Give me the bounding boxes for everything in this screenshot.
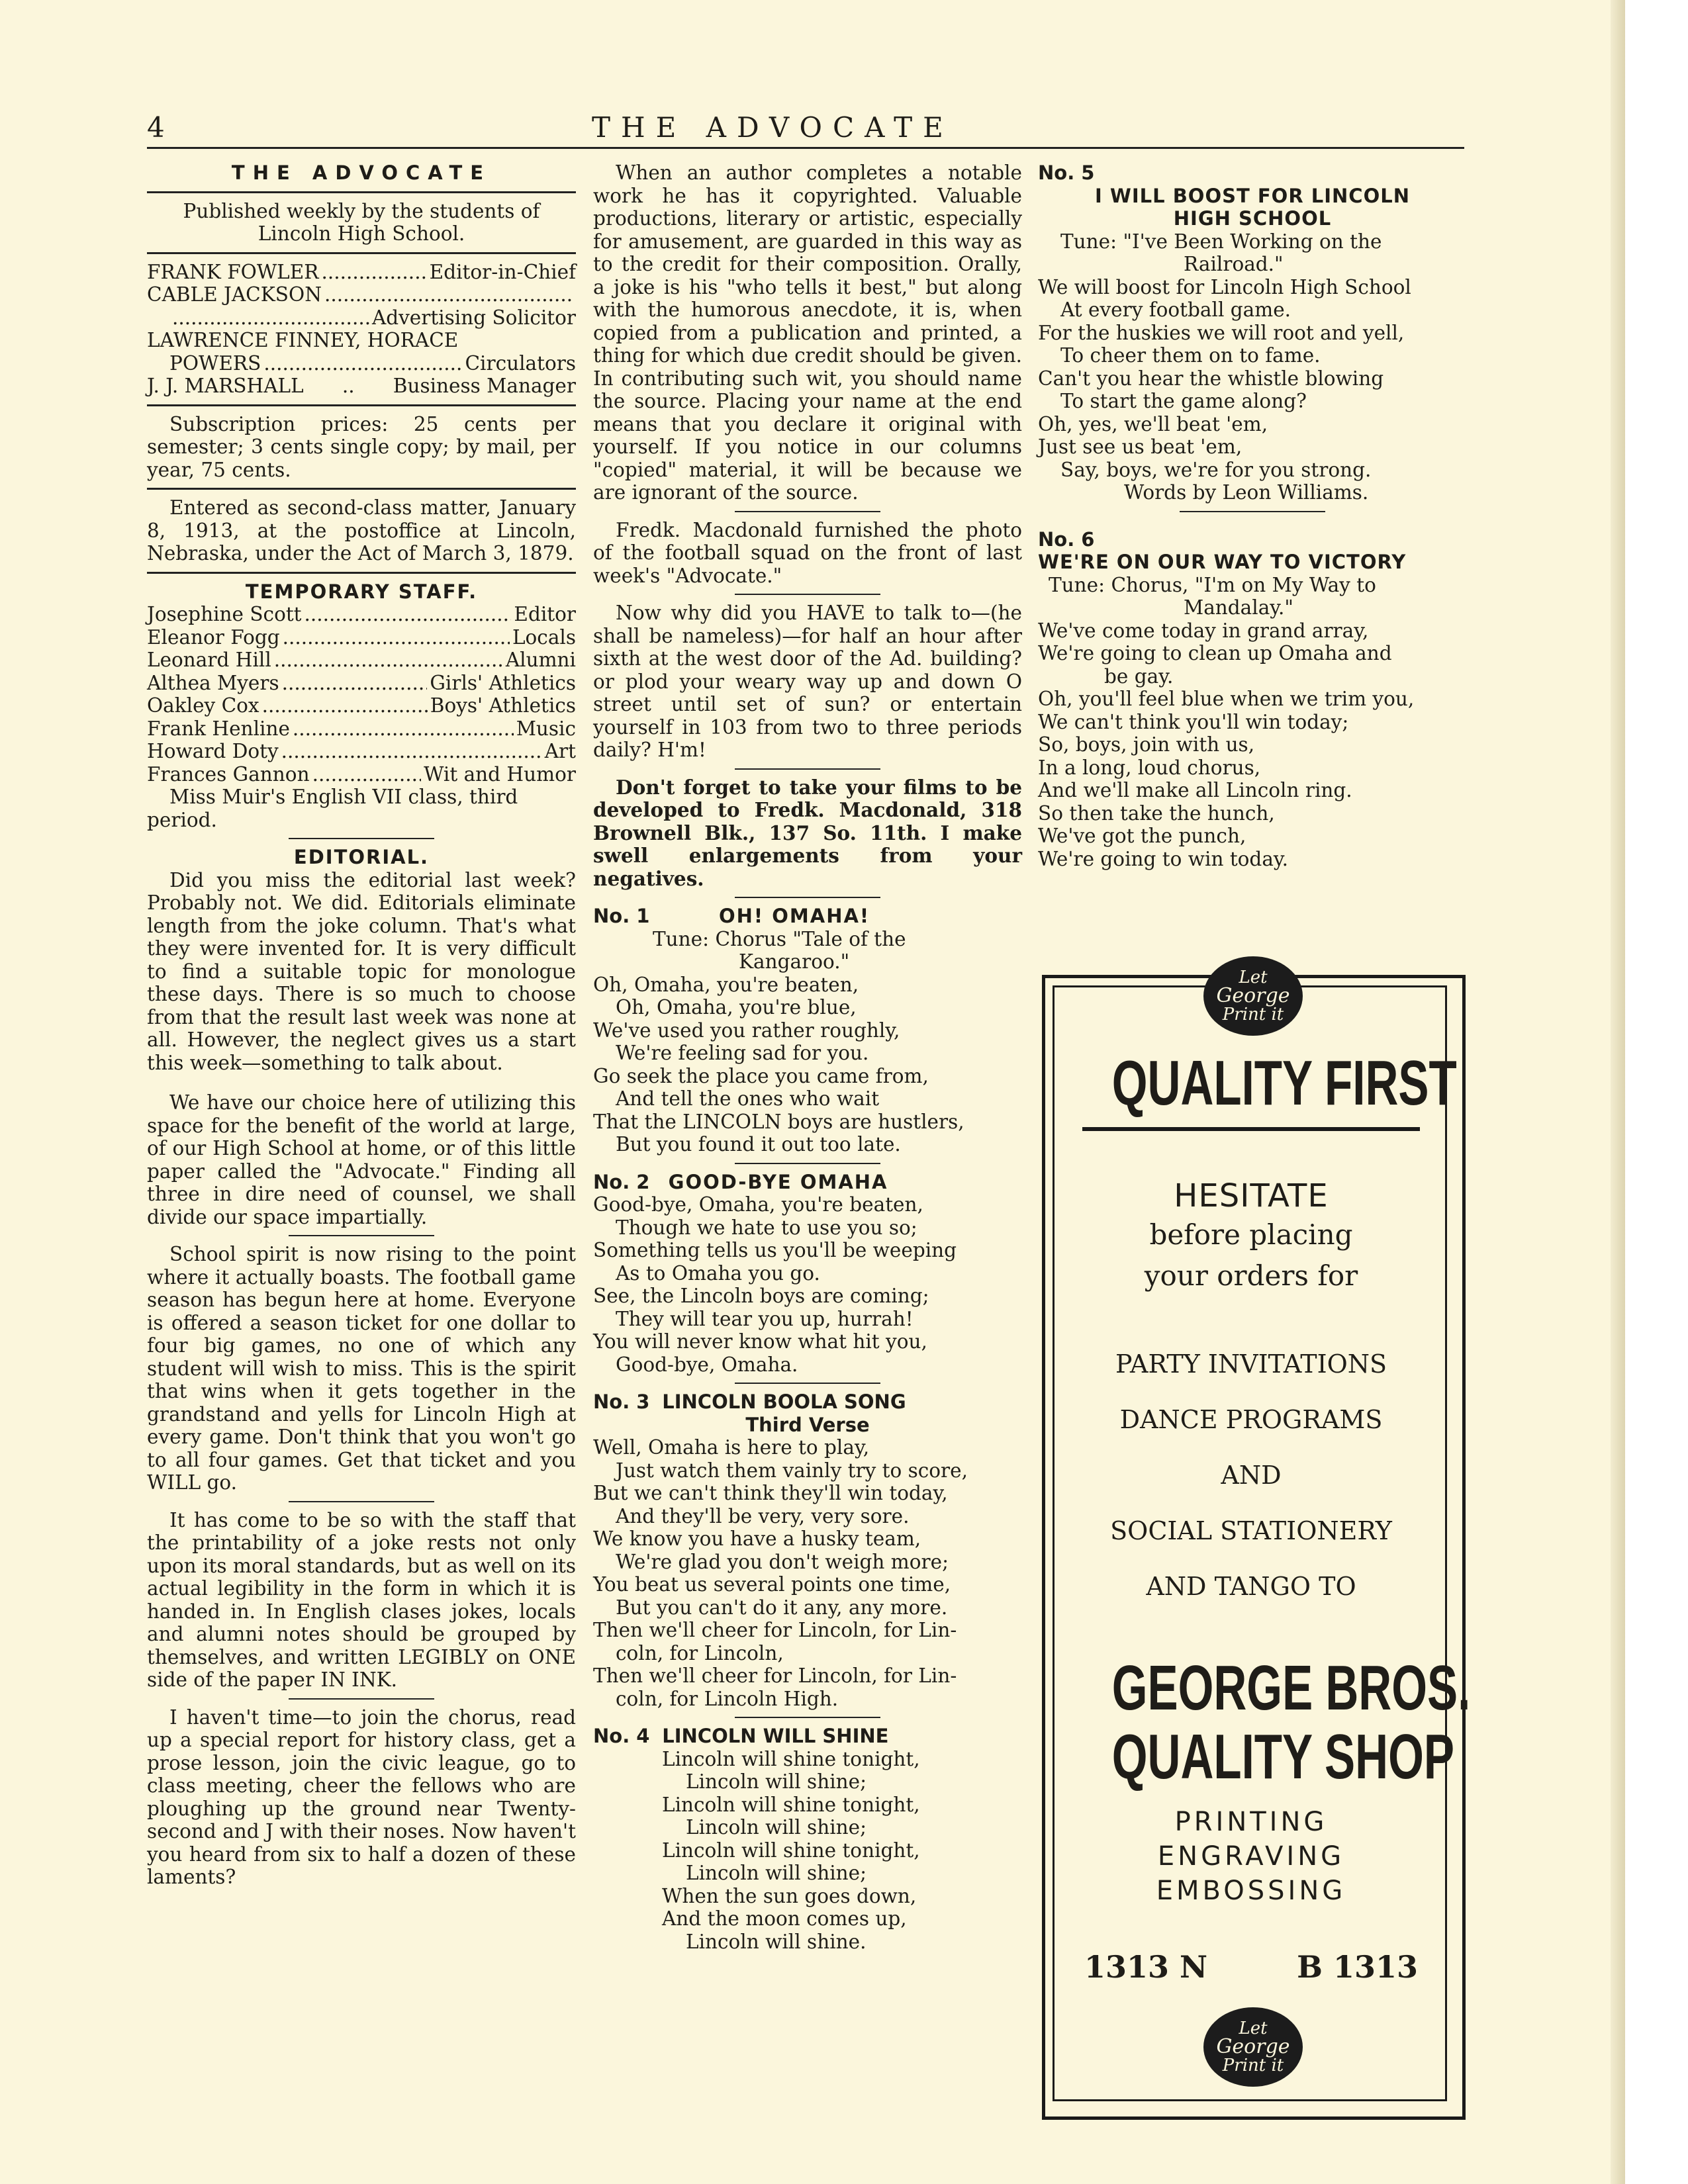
song-tune: Tune: "I've Been Working on the xyxy=(1060,230,1382,253)
song-number: No. 1 xyxy=(593,905,650,927)
song-line: Lincoln will shine; xyxy=(686,1862,867,1884)
ad-item: AND xyxy=(1221,1461,1282,1490)
phone-number: 1313 N xyxy=(1084,1949,1208,1985)
divider xyxy=(289,1698,434,1700)
song-line: As to Omaha you go. xyxy=(616,1261,820,1285)
song-line: Well, Omaha is here to play, xyxy=(593,1436,870,1459)
song-line: We've come today in grand array, xyxy=(1038,619,1369,642)
divider xyxy=(147,252,576,254)
song-line: So then take the hunch, xyxy=(1038,801,1275,825)
staff-row: CABLE JACKSON ..... xyxy=(147,283,576,306)
song-line: We're going to clean up Omaha and xyxy=(1038,642,1392,664)
song-subtitle: Third Verse xyxy=(745,1413,870,1436)
song-number: No. 4 xyxy=(593,1725,650,1747)
song-line: Go seek the place you came from, xyxy=(593,1064,929,1087)
song-line: Oh, Omaha, you're blue, xyxy=(616,996,857,1019)
song-line: And they'll be very, very sore. xyxy=(616,1504,910,1527)
song-line: We've got the punch, xyxy=(1038,825,1246,847)
song-line: Can't you hear the whistle blowing xyxy=(1038,367,1384,390)
editorial-heading: EDITORIAL. xyxy=(293,846,430,868)
copyright-paragraph: When an author completes a notable work he has it copyrighted. Valuable productions, literary or artistic, especially for amusement, are guarded in this way as to the credit for their composition. Orally, a joke is his "who tells it best," but along with the humorous anecdote, it is, when copied from a publication and printed, a thing for which due credit should be given. In contributing such wit, you should name the source. Placing your name at the end means that you declare it original with yourself. If you notice in our columns "copied" material, it will be because we are ignorant of the source. xyxy=(593,161,1022,504)
song-credit: Words by Leon Williams. xyxy=(1124,481,1369,504)
divider xyxy=(735,1717,880,1718)
column-3 xyxy=(1038,161,1467,870)
song-line: Lincoln will shine tonight, xyxy=(662,1793,920,1816)
song-line: Say, boys, we're for you strong. xyxy=(1060,458,1372,481)
song-5 xyxy=(1038,161,1467,504)
divider xyxy=(147,404,576,406)
song-line: We're glad you don't weigh more; xyxy=(616,1550,949,1573)
song-line: Lincoln will shine; xyxy=(686,1816,867,1839)
song-title: OH! OMAHA! xyxy=(719,905,870,927)
divider xyxy=(735,1163,880,1164)
song-line: For the huskies we will root and yell, xyxy=(1038,321,1405,344)
page-edge-shadow xyxy=(1611,0,1625,2184)
song-line: Oh, you'll feel blue when we trim you, xyxy=(1038,688,1415,710)
song-line: When the sun goes down, xyxy=(662,1884,917,1907)
song-tune: Tune: Chorus, "I'm on My Way to xyxy=(1049,573,1376,596)
staff-row: Althea Myers ..... Girls' Athletics xyxy=(147,672,576,695)
ad-headline: QUALITY FIRST xyxy=(1111,1048,1457,1118)
page-header xyxy=(147,111,1464,148)
ad-item: AND TANGO TO xyxy=(1146,1572,1356,1601)
song-line: We're feeling sad for you. xyxy=(616,1042,869,1064)
song-tune: Railroad." xyxy=(1184,253,1284,275)
song-line: be gay. xyxy=(1104,664,1174,688)
song-title: WE'RE ON OUR WAY TO VICTORY xyxy=(1038,551,1407,573)
song-line: Good-bye, Omaha, you're beaten, xyxy=(593,1193,923,1216)
song-line: You beat us several points one time, xyxy=(593,1573,951,1596)
divider xyxy=(1180,511,1325,512)
page-edge xyxy=(1625,0,1688,2184)
song-line: Oh, Omaha, you're beaten, xyxy=(593,973,859,996)
song-line: And we'll make all Lincoln ring. xyxy=(1038,779,1352,801)
staff-row: Josephine Scott ..... Editor xyxy=(147,603,576,626)
why-paragraph: Now why did you HAVE to talk to—(he shall be nameless)—for half an hour after sixth at the west door of the Ad. building? or plod your weary way up and down O street until set of sun? or entertain yourself in 103 from two to three periods daily? H'm! xyxy=(593,602,1022,761)
song-title: HIGH SCHOOL xyxy=(1173,207,1332,230)
divider xyxy=(735,897,880,898)
ad-service: PRINTING xyxy=(1174,1807,1328,1837)
staff-row: Frank Henline ..... Music xyxy=(147,717,576,741)
song-line: At every football game. xyxy=(1060,298,1291,321)
divider xyxy=(147,572,576,574)
editorial-paragraph: School spirit is now rising to the point where it actually boasts. The football game season has begun here at home. Everyone is offered a season ticket for one dollar to four big games, no one of which any student will wish to miss. This is the spirit that wins when it gets together in the grandstand and yells for Lincoln High at every game. Don't think that you won't go to all four games. Get that ticket and you WILL go. xyxy=(147,1243,576,1494)
song-tune: Mandalay." xyxy=(1184,596,1293,619)
temporary-staff-list xyxy=(147,603,576,786)
song-line: Lincoln will shine tonight, xyxy=(662,1839,920,1862)
ad-subline: before placing xyxy=(1149,1218,1353,1251)
song-line: Something tells us you'll be weeping xyxy=(593,1239,957,1261)
staff-row: LAWRENCE FINNEY, HORACE xyxy=(147,329,459,351)
song-number: No. 2 xyxy=(593,1170,650,1193)
song-4 xyxy=(593,1725,1022,1953)
song-line: So, boys, join with us, xyxy=(1038,733,1255,756)
song-line: We know you have a husky team, xyxy=(593,1527,921,1550)
ad-subline: your orders for xyxy=(1144,1259,1358,1292)
staff-row: J. J. MARSHALL .. Business Manager xyxy=(147,375,576,397)
song-title: I WILL BOOST FOR LINCOLN xyxy=(1094,184,1410,207)
song-line: We will boost for Lincoln High School xyxy=(1038,275,1411,298)
editorial-paragraph: We have our choice here of utilizing this space for the benefit of the world at large, of our High School at home, or of this little paper called the "Advocate." Finding all three in dire need of counsel, we shall divide our space impartially. xyxy=(147,1091,576,1228)
staff-row: Oakley Cox ..... Boys' Athletics xyxy=(147,694,576,717)
song-line: To cheer them on to fame. xyxy=(1060,344,1321,367)
divider xyxy=(735,511,880,512)
ad-item: PARTY INVITATIONS xyxy=(1115,1349,1387,1379)
song-line: We're going to win today. xyxy=(1038,847,1289,870)
staff-row: Howard Doty ..... Art xyxy=(147,740,576,763)
song-line: Lincoln will shine; xyxy=(686,1770,867,1793)
song-3 xyxy=(593,1390,1022,1710)
song-line: We've used you rather roughly, xyxy=(593,1019,900,1042)
ad-phone-numbers xyxy=(1084,1949,1418,1985)
published-note: Published weekly by the students of Lincoln High School. xyxy=(183,199,540,245)
song-line: We can't think you'll win today; xyxy=(1038,710,1349,733)
ad-rule xyxy=(1082,1127,1420,1131)
song-line: But we can't think they'll win today, xyxy=(593,1482,948,1504)
song-line: And the moon comes up, xyxy=(662,1907,907,1930)
divider xyxy=(289,1235,434,1236)
song-line: Just see us beat 'em, xyxy=(1038,435,1243,458)
song-line: To start the game along? xyxy=(1060,390,1307,412)
song-line: In a long, loud chorus, xyxy=(1038,756,1261,779)
song-line: But you can't do it any, any more. xyxy=(616,1596,948,1619)
song-line: coln, for Lincoln, xyxy=(616,1641,784,1664)
phone-number: B 1313 xyxy=(1297,1949,1418,1985)
page-number: 4 xyxy=(147,111,165,144)
column-1 xyxy=(147,161,576,1889)
temporary-staff-heading: TEMPORARY STAFF. xyxy=(245,580,478,603)
muir-class-note: Miss Muir's English VII class, third period. xyxy=(147,786,518,831)
song-tune: Tune: Chorus "Tale of the xyxy=(653,927,906,950)
staff-row: Frances Gannon ..... Wit and Humor xyxy=(147,763,576,786)
newspaper-title: THE ADVOCATE xyxy=(592,111,954,144)
editorial-paragraph: I haven't time—to join the chorus, read up a special report for history class, get a prose lesson, join the civic league, go to class meeting, cheer the fellows who are ploughing up the ground near Twenty-second and J with their noses. Now haven't you heard from six to half a dozen of these laments? xyxy=(147,1706,576,1888)
song-1 xyxy=(593,905,1022,1156)
song-line: Then we'll cheer for Lincoln, for Lin- xyxy=(593,1664,957,1687)
song-line: But you found it out too late. xyxy=(616,1133,901,1156)
printing-advertisement xyxy=(1038,956,1471,2161)
let-george-print-it-seal: Let George Print it xyxy=(1203,2007,1303,2087)
song-line: Lincoln will shine. xyxy=(686,1930,867,1953)
song-title: GOOD-BYE OMAHA xyxy=(668,1170,888,1193)
staff-row: Eleanor Fogg ..... Locals xyxy=(147,626,576,649)
masthead-box-title: THE ADVOCATE xyxy=(231,161,492,184)
divider xyxy=(289,838,434,839)
photo-note: Fredk. Macdonald furnished the photo of the football squad on the front of last week's "Advocate." xyxy=(593,518,1022,587)
staff-row: Leonard Hill ..... Alumni xyxy=(147,649,576,672)
song-line: See, the Lincoln boys are coming; xyxy=(593,1285,929,1307)
song-line: You will never know what hit you, xyxy=(593,1330,927,1353)
divider xyxy=(735,1383,880,1384)
divider xyxy=(735,594,880,595)
header-rule xyxy=(147,147,1464,149)
song-number: No. 6 xyxy=(1038,527,1095,551)
staff-list xyxy=(147,261,576,398)
ad-items xyxy=(1058,1336,1444,1614)
song-line: Oh, yes, we'll beat 'em, xyxy=(1038,412,1268,435)
editorial-paragraph: Did you miss the editorial last week? Probably not. We did. Editorials eliminate length from the joke column. That's what they were invented for. It is very difficult to find a suitable topic for monologue these days. There is so much to choose from that the result last week was none at all. However, the neglect gives us a start this week—something to talk about. xyxy=(147,868,576,1074)
song-tune: Kangaroo." xyxy=(739,950,850,973)
ad-item: SOCIAL STATIONERY xyxy=(1110,1516,1392,1545)
song-line: Then we'll cheer for Lincoln, for Lin- xyxy=(593,1619,957,1641)
song-line: And tell the ones who wait xyxy=(616,1087,880,1110)
song-number: No. 5 xyxy=(1038,161,1095,184)
song-line: Good-bye, Omaha. xyxy=(616,1353,798,1376)
song-line: That the LINCOLN boys are hustlers, xyxy=(593,1110,964,1133)
ad-service: EMBOSSING xyxy=(1156,1876,1346,1906)
staff-row: FRANK FOWLER ..... Editor-in-Chief xyxy=(147,261,576,284)
column-2 xyxy=(593,161,1022,1953)
shop-name: QUALITY SHOP xyxy=(1111,1721,1454,1792)
song-line: Though we hate to use you so; xyxy=(616,1216,917,1239)
ad-services xyxy=(1058,1805,1444,1908)
films-ad: Don't forget to take your films to be developed to Fredk. Macdonald, 318 Brownell Blk., 137 So. 11th. I make swell enlargements from your negatives. xyxy=(593,775,1022,890)
divider xyxy=(147,488,576,490)
song-6 xyxy=(1038,528,1467,871)
editorial-paragraph: It has come to be so with the staff that the printability of a joke rests not only upon its moral standards, but as well on its actual legibility in the form in which it is handed in. In English clases jokes, locals and alumni notes should be grouped by themselves, and written LEGIBLY on ONE side of the paper IN INK. xyxy=(147,1508,576,1691)
song-line: They will tear you up, hurrah! xyxy=(616,1307,914,1330)
song-2 xyxy=(593,1171,1022,1377)
subscription-note: Subscription prices: 25 cents per semester; 3 cents single copy; by mail, per year, 75 cents. xyxy=(147,412,576,481)
ad-hesitate: HESITATE xyxy=(1174,1177,1329,1214)
divider xyxy=(147,191,576,193)
let-george-print-it-seal: Let George Print it xyxy=(1203,956,1303,1036)
staff-row: POWERS ..... Circulators xyxy=(147,352,576,375)
song-number: No. 3 xyxy=(593,1390,650,1413)
staff-row: ..... Advertising Solicitor xyxy=(147,306,576,330)
divider xyxy=(735,768,880,770)
song-title: LINCOLN BOOLA SONG xyxy=(662,1390,906,1413)
song-line: coln, for Lincoln High. xyxy=(616,1687,839,1710)
entered-note: Entered as second-class matter, January 8, 1913, at the postoffice at Lincoln, Nebraska, under the Act of March 3, 1879. xyxy=(147,496,576,565)
song-line: Just watch them vainly try to score, xyxy=(616,1459,968,1482)
song-title: LINCOLN WILL SHINE xyxy=(662,1725,889,1747)
ad-content xyxy=(1058,1048,1471,1985)
shop-name: GEORGE BROS. xyxy=(1111,1653,1471,1723)
ad-item: DANCE PROGRAMS xyxy=(1119,1405,1383,1434)
ad-service: ENGRAVING xyxy=(1157,1841,1345,1872)
song-line: Lincoln will shine tonight, xyxy=(662,1747,920,1770)
divider xyxy=(289,1501,434,1502)
